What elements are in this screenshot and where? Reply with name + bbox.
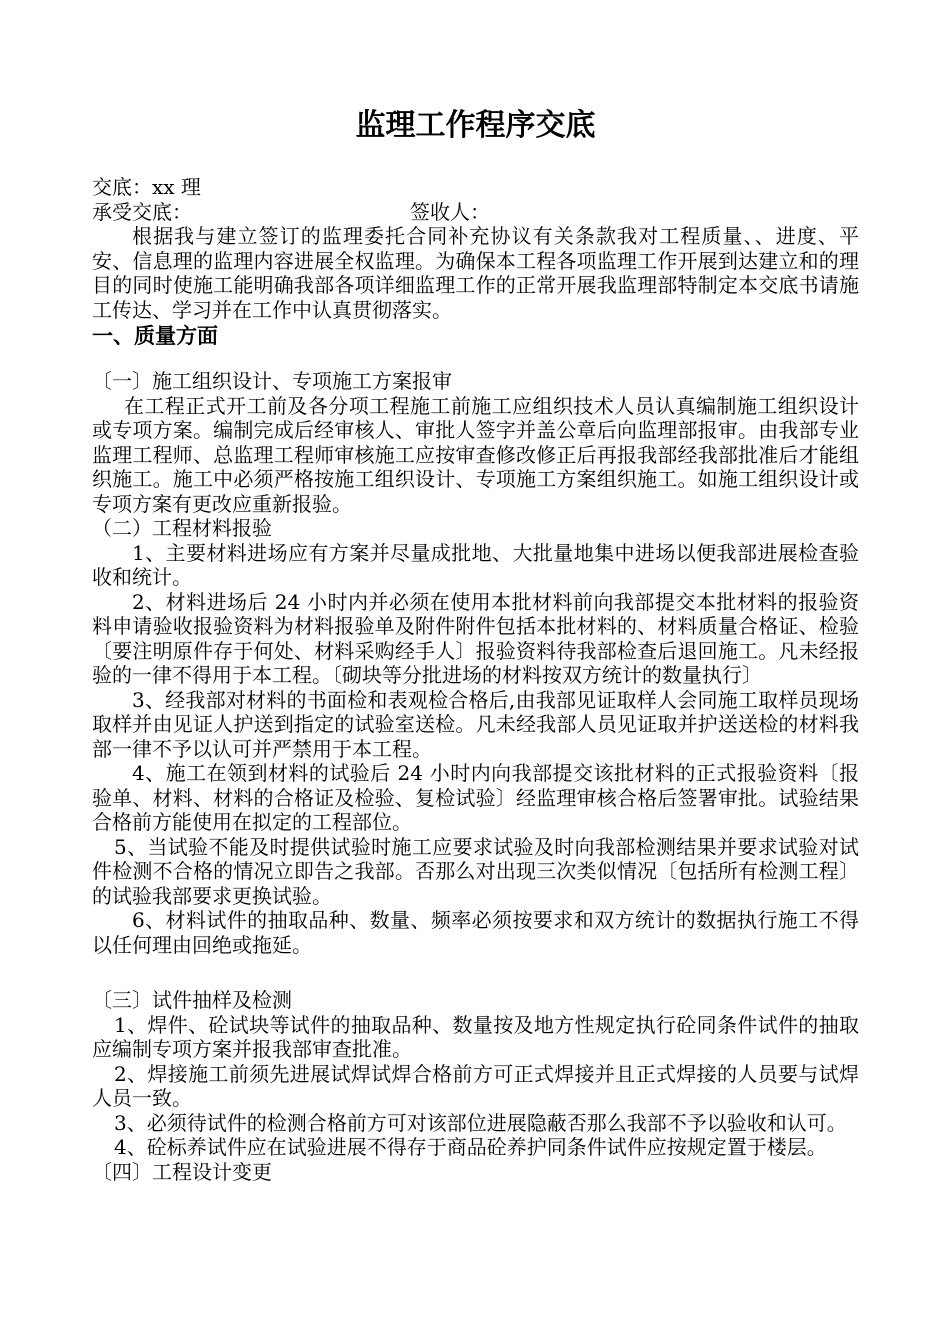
list-item: 1、焊件、砼试块等试件的抽取品种、数量按及地方性规定执行砼同条件试件的抽取应编制专项方案并报我部审查批准。 — [92, 1012, 859, 1061]
issuer-line — [92, 175, 859, 200]
subsection-paragraph: 在工程正式开工前及各分项工程施工前施工应组织技术人员认真编制施工组织设计或专项方案。编制完成后经审核人、审批人签字并盖公章后向监理部报审。由我部专业监理工程师、总监理工程师审核施工应按审查修改修正后再报我部经我部批准后才能组织施工。施工中必须严格按施工组织设计、专项施工方案组织施工。如施工组织设计或专项方案有更改应重新报验。 — [92, 393, 859, 516]
subsection-heading: 〔三〕试件抽样及检测 — [92, 988, 292, 1012]
subsection-material-inspection — [92, 516, 859, 957]
list-item: 4、施工在领到材料的试验后 24 小时内向我部提交该批材料的正式报验资料〔报验单、材料、材料的合格证及检验、复检试验〕经监理审核合格后签署审批。试验结果合格前方能使用在拟定的工程部位。 — [92, 761, 859, 834]
document-title: 监理工作程序交底 — [355, 108, 596, 143]
list-item: 2、材料进场后 24 小时内并必须在使用本批材料前向我部提交本批材料的报验资料申请验收报验资料为材料报验单及附件附件包括本批材料的、材料质量合格证、检验〔要注明原件存于何处、材料采购经手人〕报验资料待我部检查后退回施工。凡未经报验的一律不得用于本工程。〔砌块等分批进场的材料按双方统计的数量执行〕 — [92, 589, 859, 687]
section-heading-quality: 一、质量方面 — [92, 324, 218, 348]
list-item: 5、当试验不能及时提供试验时施工应要求试验及时向我部检测结果并要求试验对试件检测不合格的情况立即告之我部。否那么对出现三次类似情况〔包括所有检测工程〕的试验我部要求更换试验。 — [92, 834, 859, 908]
recipient-label: 承受交底： — [92, 199, 192, 224]
subsection-construction-plan — [92, 369, 859, 516]
intro-block — [92, 224, 859, 322]
subsection-heading: 〔四〕工程设计变更 — [92, 1159, 272, 1184]
list-item: 4、砼标养试件应在试验进展不得存于商品砼养护同条件试件应按规定置于楼层。 — [114, 1135, 827, 1159]
subsection-heading: （二）工程材料报验 — [92, 516, 272, 540]
list-item: 2、焊接施工前须先进展试焊试焊合格前方可正式焊接并且正式焊接的人员要与试焊人员一致。 — [92, 1061, 859, 1110]
recipient-line — [92, 200, 859, 225]
list-item: 6、材料试件的抽取品种、数量、频率必须按要求和双方统计的数据执行施工不得以任何理由回绝或拖延。 — [92, 908, 859, 957]
signatory-label: 签收人： — [410, 199, 490, 224]
issuer-label: 交底：xx 理 — [92, 175, 201, 199]
list-item: 1、主要材料进场应有方案并尽量成批地、大批量地集中进场以便我部进展检查验收和统计。 — [92, 540, 859, 589]
list-item: 3、经我部对材料的书面检和表观检合格后,由我部见证取样人会同施工取样员现场取样并由见证人护送到指定的试验室送检。凡未经我部人员见证取并护送送检的材料我部一律不予以认可并严禁用于本工程。 — [92, 687, 859, 761]
handover-meta — [92, 175, 859, 224]
subsection-heading: 〔一〕施工组织设计、专项施工方案报审 — [92, 369, 452, 393]
subsection-sampling-testing — [92, 988, 859, 1184]
section-quality — [92, 323, 859, 349]
list-item: 3、必须待试件的检测合格前方可对该部位进展隐蔽否那么我部不予以验收和认可。 — [114, 1110, 847, 1135]
intro-paragraph: 根据我与建立签订的监理委托合同补充协议有关条款我对工程质量、、进度、平安、信息理的监理内容进展全权监理。为确保本工程各项监理工作开展到达建立和的理目的同时使施工能明确我部各项详细监理工作的正常开展我监理部特制定本交底书请施工传达、学习并在工作中认真贯彻落实。 — [92, 224, 859, 322]
